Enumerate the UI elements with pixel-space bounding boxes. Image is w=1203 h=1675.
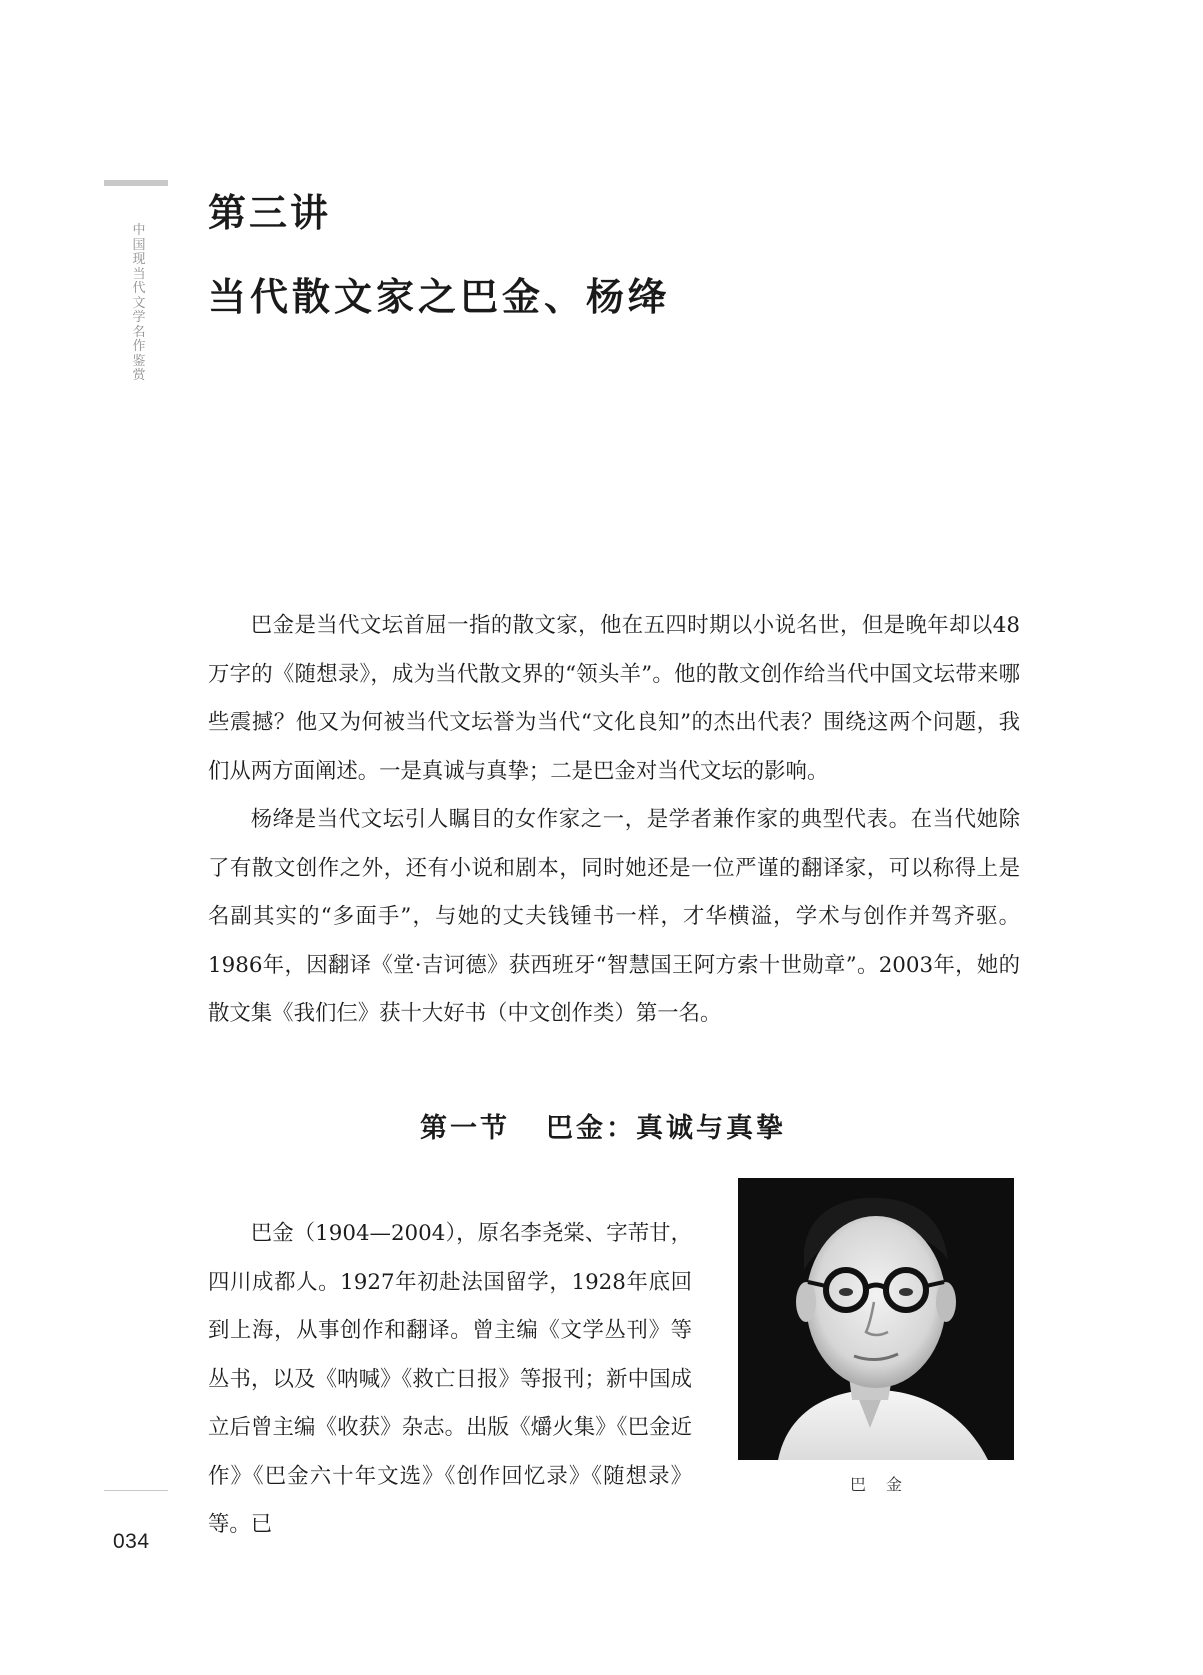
bottom-margin-rule: [104, 1490, 168, 1491]
intro-paragraph-yangjiang: 杨绛是当代文坛引人瞩目的女作家之一，是学者兼作家的典型代表。在当代她除了有散文创作之外，还有小说和剧本，同时她还是一位严谨的翻译家，可以称得上是名副其实的“多面手”，与她的丈夫钱锺书一样，才华横溢，学术与创作并驾齐驱。1986年，因翻译《堂·吉诃德》获西班牙“智慧国王阿方索十世勋章”。2003年，她的散文集《我们仨》获十大好书（中文创作类）第一名。: [208, 807, 1020, 1026]
portrait-photo: [738, 1178, 1014, 1460]
intro-paragraph-bajin: 巴金是当代文坛首屈一指的散文家，他在五四时期以小说名世，但是晚年却以48万字的《随想录》，成为当代散文界的“领头羊”。他的散文创作给当代中国文坛带来哪些震撼？他又为何被当代文坛誉为当代“文化良知”的杰出代表？围绕这两个问题，我们从两方面阐述。一是真诚与真挚；二是巴金对当代文坛的影响。: [208, 613, 1020, 784]
top-margin-rule: [104, 180, 168, 186]
lecture-number: 第三讲: [208, 191, 332, 235]
page-number: 034: [113, 1530, 150, 1553]
section-heading: [420, 1106, 786, 1145]
portrait-illustration: [738, 1178, 1014, 1460]
lecture-title: 当代散文家之巴金、杨绛: [208, 275, 671, 319]
section-number: 第一节: [420, 1113, 510, 1144]
photo-caption: 巴金: [849, 1475, 922, 1494]
section-title: 巴金：真诚与真挚: [546, 1113, 786, 1144]
intro-text: [208, 602, 1020, 1039]
book-title-vertical: 中国现当代文学名作鉴赏: [132, 223, 146, 383]
bio-paragraph: 巴金（1904—2004），原名李尧棠、字芾甘，四川成都人。1927年初赴法国留学，1928年底回到上海，从事创作和翻译。曾主编《文学丛刊》等丛书，以及《呐喊》《救亡日报》等报刊；新中国成立后曾主编《收获》杂志。出版《爝火集》《巴金近作》《巴金六十年文选》《创作回忆录》《随想录》等。已: [208, 1221, 692, 1537]
